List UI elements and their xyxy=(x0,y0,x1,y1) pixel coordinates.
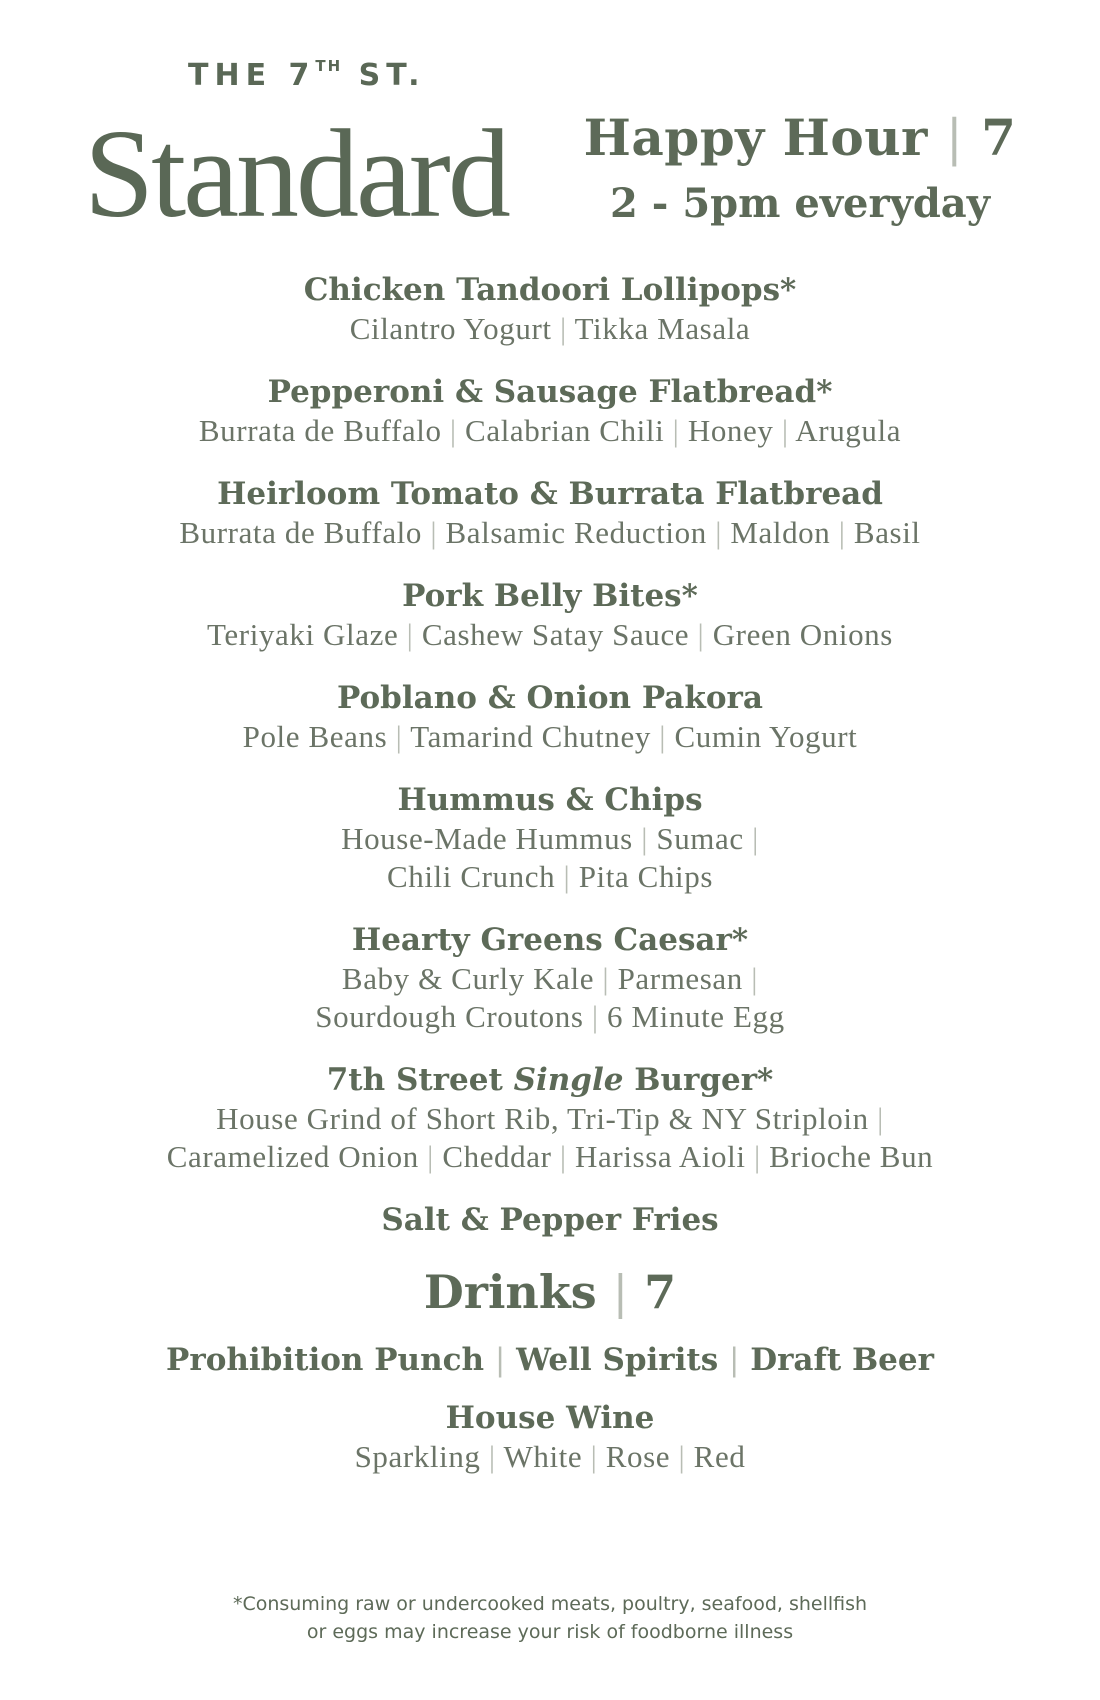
footnote-line: or eggs may increase your risk of foodborne illness xyxy=(306,1621,794,1643)
menu-item xyxy=(40,372,1060,450)
menu-item-description: House Grind of Short Rib, Tri-Tip & NY Striploin | xyxy=(216,1101,884,1136)
house-wine-title: House Wine xyxy=(445,1400,655,1436)
happy-hour-label: Happy Hour xyxy=(583,108,928,167)
menu-item-name: Poblano & Onion Pakora xyxy=(337,680,763,716)
happy-hour-price: 7 xyxy=(981,108,1017,167)
menu-item-name: 7th Street Single Burger* xyxy=(326,1062,774,1098)
menu-item-name: Pepperoni & Sausage Flatbread* xyxy=(267,374,833,410)
house-wine-description: Sparkling | White | Rose | Red xyxy=(354,1439,746,1474)
menu-item-name-emphasis: Single xyxy=(513,1062,624,1098)
menu-item-description: Pole Beans | Tamarind Chutney | Cumin Yogurt xyxy=(242,719,858,754)
brand-name-main: Standard xyxy=(84,105,508,244)
menu-item xyxy=(40,1060,1060,1176)
happy-hour-time: 2 - 5pm everyday xyxy=(610,180,990,227)
menu-item-name: Chicken Tandoori Lollipops* xyxy=(303,272,797,308)
drinks-title: Drinks | 7 xyxy=(423,1265,677,1319)
menu-item-name: Pork Belly Bites* xyxy=(402,578,698,614)
menu-list xyxy=(40,270,1060,1476)
menu-item xyxy=(40,678,1060,756)
menu-item-description: Burrata de Buffalo | Balsamic Reduction | Maldon | Basil xyxy=(179,515,921,550)
menu-item-description: Chili Crunch | Pita Chips xyxy=(386,859,714,894)
menu-item-name: Heirloom Tomato & Burrata Flatbread xyxy=(217,476,883,512)
menu-item-description: Cilantro Yogurt | Tikka Masala xyxy=(349,311,751,346)
brand-superscript: TH xyxy=(315,57,343,75)
menu-item xyxy=(40,1200,1060,1240)
menu-item xyxy=(40,780,1060,896)
happy-hour-title: Happy Hour | 7 xyxy=(583,108,1017,167)
menu-item xyxy=(40,474,1060,552)
menu-item-description: Baby & Curly Kale | Parmesan | xyxy=(341,961,759,996)
menu-item-description: Sourdough Croutons | 6 Minute Egg xyxy=(315,999,785,1034)
menu-item-description: Burrata de Buffalo | Calabrian Chili | Honey | Arugula xyxy=(198,413,902,448)
brand-name-top: THE 7TH ST. xyxy=(188,57,426,93)
menu-item-name: Salt & Pepper Fries xyxy=(381,1202,719,1238)
drinks-list: Prohibition Punch | Well Spirits | Draft Beer xyxy=(166,1342,934,1378)
menu-item xyxy=(40,920,1060,1036)
menu-item-name: Hearty Greens Caesar* xyxy=(351,922,749,958)
drinks-price: 7 xyxy=(644,1265,677,1319)
menu-item xyxy=(40,576,1060,654)
menu-item xyxy=(40,270,1060,348)
footnote-line: *Consuming raw or undercooked meats, poultry, seafood, shellfish xyxy=(232,1593,868,1615)
menu-item-description: Caramelized Onion | Cheddar | Harissa Aioli | Brioche Bun xyxy=(166,1139,934,1174)
menu-item-description: House-Made Hummus | Sumac | xyxy=(341,821,759,856)
footnote xyxy=(40,1590,1060,1646)
menu-item-name: Hummus & Chips xyxy=(397,782,703,818)
menu-item-description: Teriyaki Glaze | Cashew Satay Sauce | Green Onions xyxy=(207,617,893,652)
